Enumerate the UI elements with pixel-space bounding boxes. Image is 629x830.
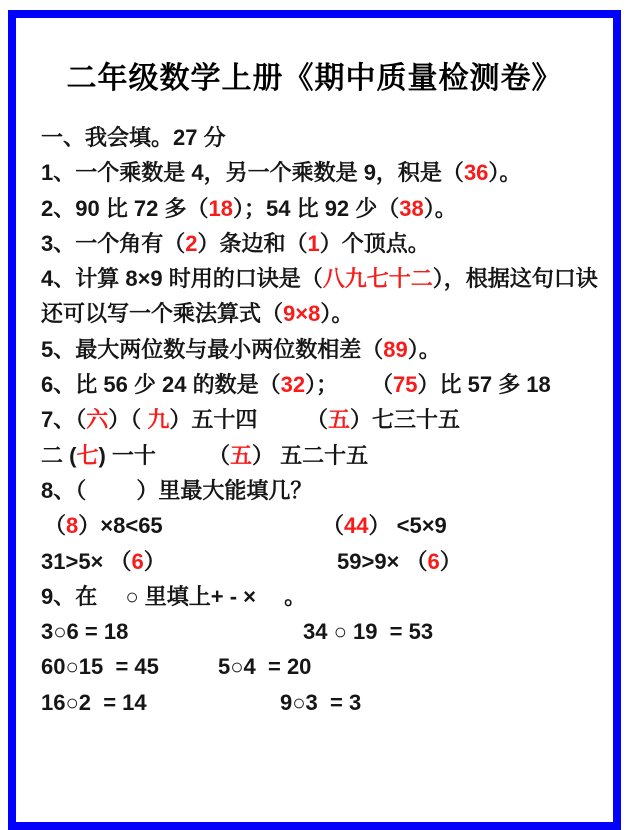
worksheet-line	[41, 262, 607, 297]
worksheet-line	[41, 474, 607, 509]
question-text: ）七三十五	[350, 407, 461, 433]
question-text: ）（	[108, 407, 148, 433]
question-text: 5○4 = 20	[218, 654, 312, 680]
answer-text: 五	[328, 407, 351, 433]
question-text: 59>9× （	[337, 548, 428, 574]
answer-text: 七	[76, 442, 99, 468]
worksheet-line	[41, 650, 607, 685]
question-text: （	[44, 513, 67, 539]
question-text: 16○2 = 14	[41, 689, 147, 715]
answer-text: 2	[185, 230, 198, 256]
question-text: 60○15 = 45	[41, 654, 159, 680]
question-text: （	[208, 442, 231, 468]
question-text: 34 ○ 19 = 53	[303, 619, 434, 645]
question-text: （	[371, 372, 394, 398]
question-text: ）	[439, 548, 462, 574]
line-left-column	[41, 650, 159, 683]
worksheet-line	[41, 227, 607, 262]
question-text: 2、90 比 72 多（	[41, 195, 209, 221]
question-text: ）个顶点。	[319, 230, 430, 256]
question-text: ）比 57 多 18	[417, 372, 551, 398]
line-right-column	[208, 439, 368, 472]
worksheet-line	[41, 333, 607, 368]
question-text: ）条边和（	[197, 230, 308, 256]
line-left-column	[41, 686, 147, 719]
line-right-column	[280, 686, 361, 719]
question-text: 3、一个角有（	[41, 230, 186, 256]
line-left-column	[41, 297, 353, 330]
question-text: 1、一个乘数是 4，另一个乘数是 9，积是（	[41, 160, 464, 186]
question-text: ）；54 比 92 少（	[233, 195, 400, 221]
worksheet-line	[41, 545, 607, 580]
line-left-column	[41, 580, 306, 613]
worksheet-line	[41, 368, 607, 403]
line-left-column	[41, 509, 163, 542]
worksheet-line	[41, 403, 607, 438]
question-text: 31>5× （	[41, 548, 132, 574]
question-text: 3○6 = 18	[41, 619, 129, 645]
line-left-column	[41, 545, 166, 578]
line-left-column	[41, 156, 521, 189]
worksheet-line	[41, 156, 607, 191]
question-text: （	[306, 407, 329, 433]
question-text: ）五十四	[169, 407, 258, 433]
line-left-column	[41, 403, 257, 436]
question-text: 9、在 ○ 里填上+ - × 。	[41, 583, 307, 609]
answer-text: 九	[147, 407, 170, 433]
question-text: ）。	[488, 160, 522, 186]
answer-text: 18	[208, 195, 233, 221]
question-text: 5、最大两位数与最小两位数相差（	[41, 336, 384, 362]
line-right-column	[322, 509, 447, 542]
worksheet-line	[41, 297, 607, 332]
answer-text: 44	[344, 513, 369, 539]
worksheet-line	[41, 615, 607, 650]
question-text: 9○3 = 3	[280, 689, 362, 715]
line-left-column	[41, 474, 312, 507]
line-left-column	[41, 333, 441, 366]
line-right-column	[371, 368, 551, 401]
answer-text: 五	[230, 442, 253, 468]
answer-text: 32	[280, 372, 306, 398]
question-text: ），根据这句口诀	[432, 266, 598, 292]
worksheet-line	[41, 580, 607, 615]
answer-text: 38	[399, 195, 424, 221]
line-left-column	[41, 615, 128, 648]
answer-text: 八九七十二	[322, 266, 433, 292]
question-text: ）。	[320, 301, 354, 327]
line-left-column	[41, 121, 226, 154]
question-text: ）×8<65	[78, 513, 163, 539]
question-text: 8、（ ）里最大能填几？	[41, 477, 313, 503]
answer-text: 8	[66, 513, 79, 539]
question-text: （	[322, 513, 345, 539]
question-text: ）	[143, 548, 166, 574]
page-title: 二年级数学上册《期中质量检测卷》	[66, 62, 563, 95]
line-left-column	[41, 262, 598, 295]
answer-text: 1	[307, 230, 320, 256]
question-text: 二 (	[41, 442, 77, 468]
answer-text: 6	[131, 548, 144, 574]
answer-text: 9×8	[283, 301, 321, 327]
question-text: ） 五二十五	[252, 442, 369, 468]
line-right-column	[306, 403, 460, 436]
question-text: 还可以写一个乘法算式（	[41, 301, 284, 327]
answer-text: 36	[463, 160, 489, 186]
worksheet-line	[41, 686, 607, 721]
line-left-column	[41, 227, 430, 260]
line-left-column	[41, 439, 156, 472]
line-right-column	[303, 615, 433, 648]
answer-text: 75	[393, 372, 418, 398]
line-right-column	[337, 545, 462, 578]
worksheet-line	[41, 509, 607, 544]
question-text: 4、计算 8×9 时用的口诀是（	[41, 266, 323, 292]
question-text: 6、比 56 少 24 的数是（	[41, 372, 281, 398]
worksheet-line	[41, 192, 607, 227]
worksheet-body	[41, 121, 607, 721]
page-border	[8, 10, 621, 830]
line-right-column	[218, 650, 311, 683]
answer-text: 6	[427, 548, 440, 574]
question-text: ）；	[305, 372, 339, 398]
line-left-column	[41, 192, 457, 225]
question-text: ）。	[407, 336, 441, 362]
answer-text: 89	[383, 336, 408, 362]
line-left-column	[41, 368, 338, 401]
answer-text: 六	[86, 407, 109, 433]
question-text: 一、我会填。27 分	[41, 125, 226, 150]
question-text: ）。	[423, 195, 457, 221]
worksheet-line	[41, 439, 607, 474]
question-text: 7、（	[41, 407, 87, 433]
question-text: ) 一十	[98, 442, 156, 468]
question-text: ） <5×9	[368, 513, 447, 539]
worksheet-line	[41, 121, 607, 156]
